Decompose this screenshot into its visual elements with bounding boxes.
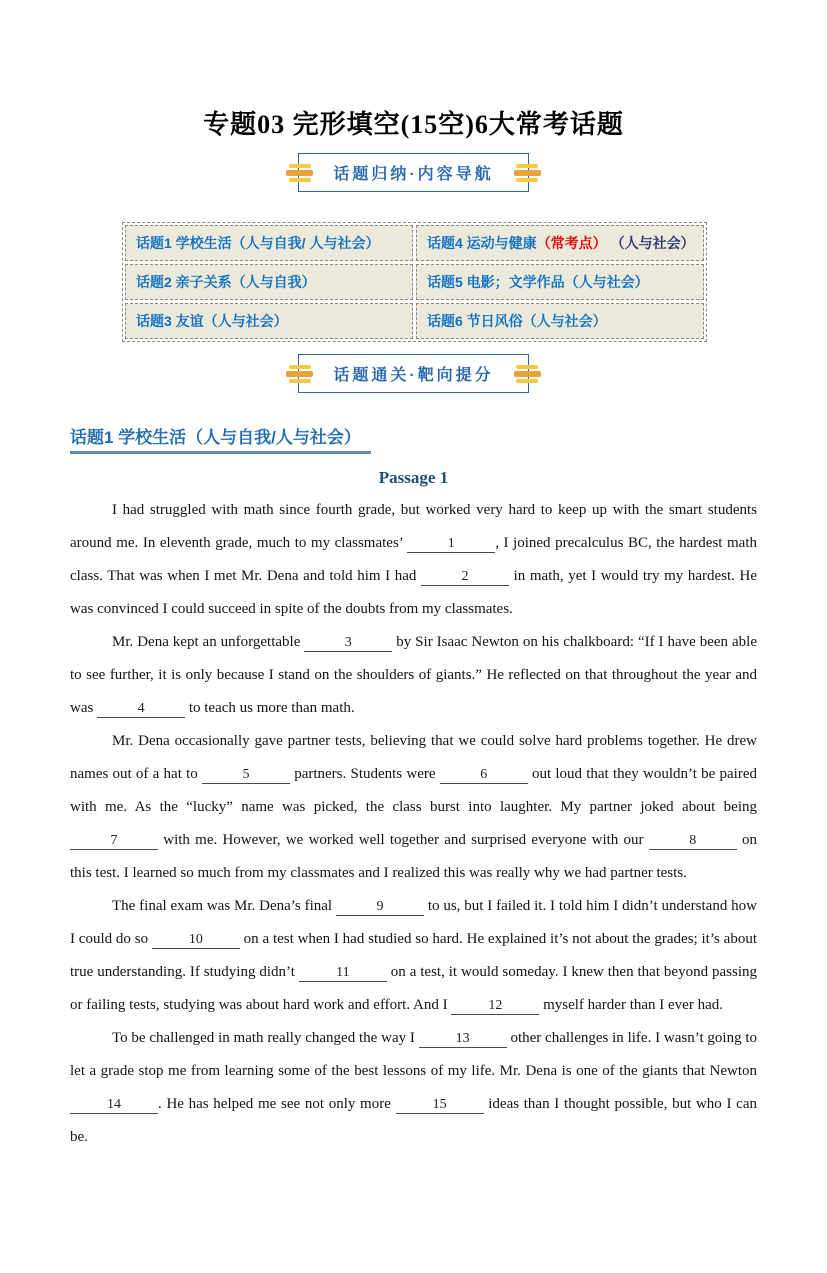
topic-cell — [125, 225, 413, 261]
cloze-blank-7: 7 — [70, 833, 158, 850]
stripe-decoration-icon — [286, 163, 313, 183]
cloze-blank-12: 12 — [451, 998, 539, 1015]
banner-nav-label: 话题归纳·内容导航 — [333, 166, 494, 183]
cloze-blank-10: 10 — [152, 932, 240, 949]
stripe-decoration-icon — [514, 364, 541, 384]
banner-nav-row — [70, 141, 757, 192]
passage-body — [70, 494, 757, 1154]
passage-title: Passage 1 — [378, 468, 449, 487]
section-heading-wrap — [70, 423, 757, 454]
banner-boost-row — [70, 342, 757, 393]
topics-table — [122, 222, 707, 342]
stripe-decoration-icon — [286, 364, 313, 384]
topic-cell — [125, 264, 413, 300]
document-page — [0, 104, 827, 1154]
passage-paragraph: To be challenged in math really changed the way I 13 other challenges in life. I wasn’t going to let a grade stop me from learning some of the best lessons of my life. Mr. Dena is one of the giants that Newton 14 . He has helped me see not only more 15 ideas than I thought possible, but who I can be. — [70, 1030, 758, 1145]
cloze-blank-11: 11 — [299, 965, 387, 982]
passage-paragraph: The final exam was Mr. Dena’s final 9 to us, but I failed it. I told him I didn’t understand how I could do so 10 on a test when I had studied so hard. He explained it’s not about the grades; it’s about true understanding. If studying didn’t 11 on a test, it would someday. I knew then that beyond passing or failing tests, studying was about hard work and effort. And I 12 myself harder than I ever had. — [70, 898, 758, 1013]
topic-cell-text: 话题5 电影；文学作品（人与社会） — [427, 274, 649, 290]
banner-nav — [298, 153, 528, 192]
topic-cell-text: （常考点） — [536, 235, 607, 251]
topic-cell-text: 话题2 亲子关系（人与自我） — [136, 274, 316, 290]
section-heading: 话题1 学校生活（人与自我/人与社会） — [70, 423, 371, 454]
topic-cell — [416, 303, 704, 339]
cloze-blank-13: 13 — [419, 1031, 507, 1048]
cloze-blank-6: 6 — [440, 767, 528, 784]
stripe-decoration-icon — [514, 163, 541, 183]
cloze-blank-2: 2 — [421, 569, 509, 586]
passage-paragraph: Mr. Dena occasionally gave partner tests, believing that we could solve hard problems together. He drew names out of a hat to 5 partners. Students were 6 out loud that they wouldn’t be paired with me. As the “lucky” name was picked, the class burst into laughter. My partner joked about being 7 with me. However, we worked well together and surprised everyone with our 8 on this test. I learned so much from my classmates and I realized this was really why we had partner tests. — [70, 733, 758, 881]
banner-boost-label: 话题通关·靶向提分 — [333, 367, 494, 384]
passage-paragraph: I had struggled with math since fourth grade, but worked very hard to keep up with the smart students around me. In eleventh grade, much to my classmates’ 1 , I joined precalculus BC, the hardest math class. That was when I met Mr. Dena and told him I had 2 in math, yet I would try my hardest. He was convinced I could succeed in spite of the doubts from my classmates. — [70, 502, 757, 617]
topic-cell-text: 话题1 学校生活（人与自我/ 人与社会） — [136, 235, 380, 251]
banner-boost — [298, 354, 528, 393]
cloze-blank-1: 1 — [407, 536, 495, 553]
cloze-blank-3: 3 — [304, 635, 392, 652]
cloze-blank-4: 4 — [97, 701, 185, 718]
cloze-blank-15: 15 — [396, 1097, 484, 1114]
page-title: 专题03 完形填空(15空)6大常考话题 — [203, 110, 624, 139]
topic-cell-text: （人与社会） — [606, 235, 695, 251]
cloze-blank-8: 8 — [649, 833, 737, 850]
topic-cell — [416, 225, 704, 261]
topic-cell-text: 话题3 友谊（人与社会） — [136, 313, 288, 329]
passage-paragraph: Mr. Dena kept an unforgettable 3 by Sir Isaac Newton on his chalkboard: “If I have been able to see further, it is only because I stand on the shoulders of giants.” He reflected on that throughout the year and was 4 to teach us more than math. — [70, 634, 757, 716]
topic-cell-text: 话题6 节日风俗（人与社会） — [427, 313, 607, 329]
topic-cell-text: 话题4 运动与健康 — [427, 235, 537, 251]
cloze-blank-5: 5 — [202, 767, 290, 784]
topic-cell — [125, 303, 413, 339]
topic-cell — [416, 264, 704, 300]
cloze-blank-14: 14 — [70, 1097, 158, 1114]
cloze-blank-9: 9 — [336, 899, 424, 916]
